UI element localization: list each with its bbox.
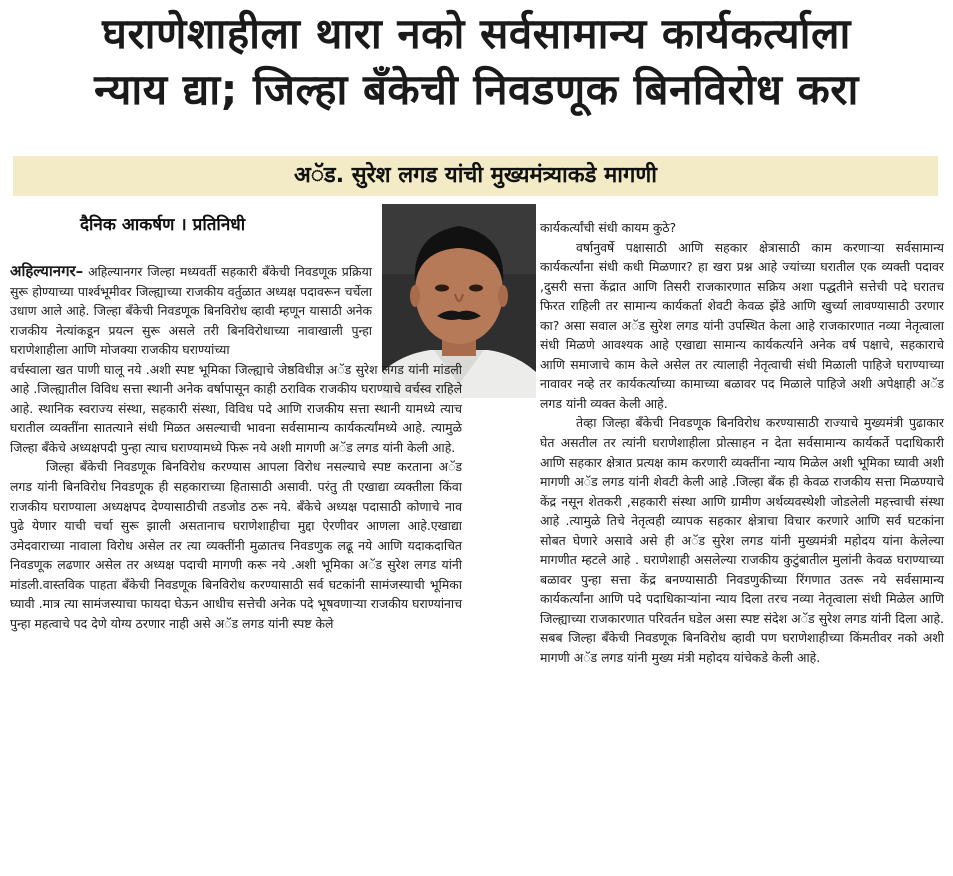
- subheading-question: कार्यकर्त्यांची संधी कायम कुठे?: [540, 220, 677, 235]
- paragraph-1-start: [10, 262, 372, 360]
- headline-line-1: घराणेशाहीला थारा नको सर्वसामान्य कार्यकर्त्याला: [102, 9, 851, 58]
- left-column: [10, 262, 462, 633]
- dateline: अहिल्यानगर–: [10, 262, 84, 280]
- paragraph-4: तेव्हा जिल्हा बँकेची निवडणूक बिनविरोध करण्यासाठी राज्याचे मुख्यमंत्री पुढाकार घेत असतील तर त्यांनी घराणेशाहीला प्रोत्साहन न देता सर्वसामान्य कार्यकर्ते पदाधिकारी आणि सहकार क्षेत्रात प्रत्यक्ष काम करणारी व्यक्तींना न्याय मिळेल अशी भूमिका घ्यावी अशी मागणी अॅड लगड यांनी शेवटी केली आहे .जिल्हा बँक ही केवळ राजकीय सत्ता मिळण्याचे केंद्र नसून शेतकरी ,सहकारी संस्था आणि ग्रामीण अर्थव्यवस्थेशी जोडलेली महत्त्वाची संस्था आहे .त्यामुळे तिचे नेतृत्वही व्यापक सहकार क्षेत्राचा विचार करणारे आणि सर्व घटकांना सोबत घेणारे असावे असे ही अॅड सुरेश लगड यांनी मुख्यमंत्री महोदय यांना केलेल्या मागणीत म्हटले आहे . घराणेशाही असलेल्या राजकीय कुटुंबातील मुलांनी केवळ घराण्याच्या बळावर पुन्हा सत्ता केंद्र बनण्यासाठी निवडणुकीच्या रिंगणात उतरू नये सर्वसामान्य कार्यकर्त्यांना आणि पदे पदाधिकाऱ्यांना न्याय दिला तरच नव्या नेतृत्वाला संधी मिळेल आणि जिल्ह्याच्या राजकारणात परिवर्तन घडेल असा स्पष्ट संदेश अॅड सुरेश लगड यांनी दिला आहे. सबब जिल्हा बँकेची निवडणूक बिनविरोध व्हावी पण घराणेशाहीच्या किंमतीवर नको अशी मागणी अॅड लगड यांनी मुख्य मंत्री महोदय यांचेकडे केली आहे.: [540, 415, 945, 666]
- headline: [8, 6, 945, 118]
- subheadline: अॅड. सुरेश लगड यांची मुख्यमंत्र्याकडे मागणी: [13, 156, 938, 196]
- paragraph-1-start-text: अहिल्यानगर जिल्हा मध्यवर्ती सहकारी बँकेची निवडणूक प्रक्रिया सुरू होण्याच्या पार्श्वभूमीवर जिल्ह्याच्या राजकीय वर्तुळात अध्यक्ष पदावरून चर्चेला उधाण आले आहे. जिल्हा बँकेची निवडणूक बिनविरोध व्हावी म्हणून यासाठी अनेक राजकीय नेत्यांकडून प्रयत्न सुरू असले तरी बिनविरोधाच्या नावाखाली पुन्हा घराणेशाहीला आणि मोजक्या राजकीय घराण्यांच्या: [10, 264, 372, 358]
- right-column: [540, 218, 944, 668]
- byline: दैनिक आकर्षण । प्रतिनिधी: [80, 215, 246, 235]
- paragraph-3: वर्षानुवर्षे पक्षासाठी आणि सहकार क्षेत्रासाठी काम करणाऱ्या सर्वसामान्य कार्यकर्त्यांना संधी कधी मिळणार? हा खरा प्रश्न आहे ज्यांच्या घरातील एक व्यक्ती पदावर ,दुसरी सत्ता केंद्रात आणि तिसरी राजकारणात सक्रिय अशा पद्धतीने सत्तेची पदे घरातच फिरत राहिली तर सामान्य कार्यकर्ता शेवटी केवळ झेंडे आणि खुर्च्या लावण्यासाठी उरणार का? असा सवाल अॅड सुरेश लगड यांनी उपस्थित केला आहे राजकारणात नव्या नेतृत्वाला संधी मिळणे आवश्यक आहे एखाद्या सामान्य कार्यकर्त्याने अनेक वर्ष पक्षाचे, सहकाराचे आणि समाजाचे काम केले असेल तर त्यालाही नेतृत्वाची संधी मिळाली पाहिजे घराण्याच्या नावावर नव्हे तर कार्यकर्त्याच्या कामाच्या बळावर पद मिळाले पाहिजे अशी अपेक्षाही अॅड लगड यांनी व्यक्त केली आहे.: [540, 239, 944, 411]
- headline-line-2: न्याय द्या; जिल्हा बँकेची निवडणूक बिनविरोध करा: [94, 65, 859, 114]
- paragraph-2: जिल्हा बँकेची निवडणूक बिनविरोध करण्यास आपला विरोध नसल्याचे स्पष्ट करताना अॅड लगड यांनी बिनविरोध निवडणूक ही सहकाराच्या हितासाठी असावी. परंतु ती एखाद्या व्यक्तीला किंवा राजकीय घराण्याला अध्यक्षपद देण्यासाठीची तडजोड ठरू नये. बँकेचे अध्यक्ष पदासाठी कोणाचे नाव पुढे येणार याची चर्चा सुरू झाली असतानाच घराणेशाहीचा मुद्दा ऐरणीवर आणला आहे.एखाद्या उमेदवाराच्या नावाला विरोध असेल तर त्या व्यक्तींनी मुळातच निवडणुक लढू नये आणि यदाकदाचित निवडणूक लढणार असेल तर अध्यक्ष पदाची मागणी करू नये .अशी भूमिका अॅड सुरेश लगड यांनी मांडली.वास्तविक पाहता बँकेची निवडणूक बिनविरोध करण्यासाठी सर्व घटकांनी सामंजस्याची भूमिका घ्यावी .मात्र त्या सामंजस्याचा फायदा घेऊन आधीच सत्तेची अनेक पदे भूषवणाऱ्या राजकीय घराण्यांनाच पुन्हा महत्वाचे पद देणे योग्य ठरणार नाही असे अॅड लगड यांनी स्पष्ट केले: [10, 459, 462, 631]
- paragraph-1-continued: वर्चस्वाला खत पाणी घालू नये .अशी स्पष्ट भूमिका जिल्ह्याचे जेष्ठविधीज्ञ अॅड सुरेश लगड यांनी मांडली आहे .जिल्ह्यातील विविध सत्ता स्थानी अनेक वर्षापासून काही ठराविक राजकीय घराण्याचे वर्चस्व राहिले आहे. स्थानिक स्वराज्य संस्था, सहकारी संस्था, विविध पदे आणि राजकीय सत्ता स्थानी यामध्ये त्याच घरातील व्यक्तींना सातत्याने संधी मिळत असल्याची भावना सर्वसामान्य कार्यकर्त्यांमध्ये आहे. त्यामुळे जिल्हा बँकेचे अध्यक्षपदी पुन्हा त्याच घराण्यामध्ये फिरू नये अशी मागणी अॅड लगड यांनी केली आहे.: [10, 361, 462, 455]
